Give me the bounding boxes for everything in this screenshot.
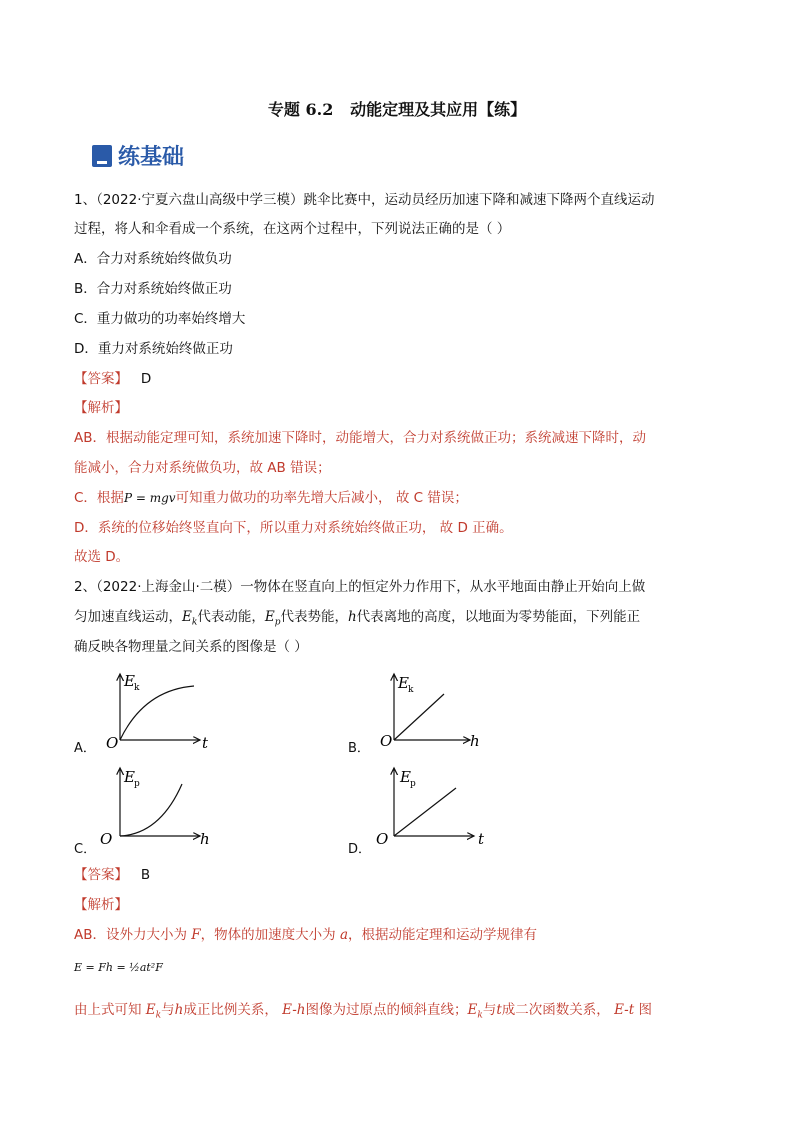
q2-stem-line3: 确反映各物理量之间关系的图像是（ ） (74, 639, 308, 655)
graph-c-origin: O (100, 830, 113, 848)
graph-b-ylabel: E (398, 674, 409, 692)
q2-analysis-last: 由上式可知 $E_k$与h成正比例关系， E-h图像为过原点的倾斜直线；$E_k$与t成二次函数关系， E-t 图 (74, 1002, 652, 1021)
q1-option-c: C．重力做功的功率始终增大 (74, 311, 246, 327)
q1-stem-line2: 过程，将人和伞看成一个系统，在这两个过程中，下列说法正确的是（ ） (74, 221, 511, 237)
q1-option-a: A．合力对系统始终做负功 (74, 251, 232, 267)
q1-analysis-c: C．根据P = mgv可知重力做功的功率先增大后减小， 故 C 错误； (74, 490, 468, 506)
graph-c-ysub: p (134, 779, 140, 789)
section-header (92, 140, 184, 171)
q1-analysis-ab-line2: 能减小，合力对系统做负功，故 AB 错误； (74, 460, 331, 476)
graph-a-ysub: k (134, 683, 140, 693)
q1-answer: 【答案】 D (74, 371, 152, 387)
q1-conclusion: 故选 D。 (74, 549, 130, 565)
power-formula: P = mgv (123, 491, 176, 505)
q2-analysis-label: 【解析】 (74, 897, 128, 913)
q2-stem-line2: 匀加速直线运动，$E_k$代表动能，$E_p$代表势能，h代表离地的高度，以地面为零势能面，下列能正 (74, 609, 641, 628)
graph-b-xlabel: h (470, 732, 480, 750)
graph-a (96, 668, 236, 754)
graph-d-xlabel: t (478, 830, 485, 848)
graph-c (96, 764, 236, 854)
graph-b-ysub: k (408, 685, 414, 695)
graph-c-ylabel: E (124, 768, 135, 786)
graph-c-xlabel: h (200, 830, 210, 848)
q2-option-a-label: A． (74, 741, 96, 756)
graph-a-ylabel: E (124, 672, 135, 690)
q1-stem-line1: 1、（2022·宁夏六盘山高级中学三模）跳伞比赛中，运动员经历加速下降和减速下降两个直线运动 (74, 192, 655, 208)
graph-d (370, 764, 510, 854)
graph-a-origin: O (106, 734, 119, 752)
q2-analysis-ab: AB．设外力大小为 F，物体的加速度大小为 a，根据动能定理和运动学规律有 (74, 927, 538, 943)
q1-analysis-label: 【解析】 (74, 400, 128, 416)
q1-analysis-d: D．系统的位移始终竖直向下，所以重力对系统始终做正功， 故 D 正确。 (74, 520, 513, 536)
graph-a-xlabel: t (202, 734, 209, 752)
q2-stem-line1: 2、（2022·上海金山·二模）一物体在竖直向上的恒定外力作用下，从水平地面由静止开始向上做 (74, 579, 646, 595)
book-icon (92, 145, 112, 167)
q1-option-b: B．合力对系统始终做正功 (74, 281, 232, 297)
q2-formula: E = Fh = ½at²F (74, 961, 163, 974)
q1-option-d: D．重力对系统始终做正功 (74, 341, 233, 357)
q1-analysis-ab-line1: AB．根据动能定理可知，系统加速下降时，动能增大，合力对系统做正功；系统减速下降时，动 (74, 430, 646, 446)
section-title: 练基础 (118, 145, 185, 170)
q2-option-c-label: C． (74, 842, 97, 857)
graph-d-origin: O (376, 830, 389, 848)
page-title: 专题 6.2 动能定理及其应用【练】 (267, 100, 527, 119)
graph-b (370, 668, 510, 754)
q2-option-d-label: D． (348, 842, 372, 857)
graph-d-ysub: p (410, 779, 416, 789)
graph-d-ylabel: E (400, 768, 411, 786)
graph-b-origin: O (380, 732, 393, 750)
q2-option-b-label: B． (348, 741, 370, 756)
q2-answer: 【答案】 B (74, 867, 151, 883)
